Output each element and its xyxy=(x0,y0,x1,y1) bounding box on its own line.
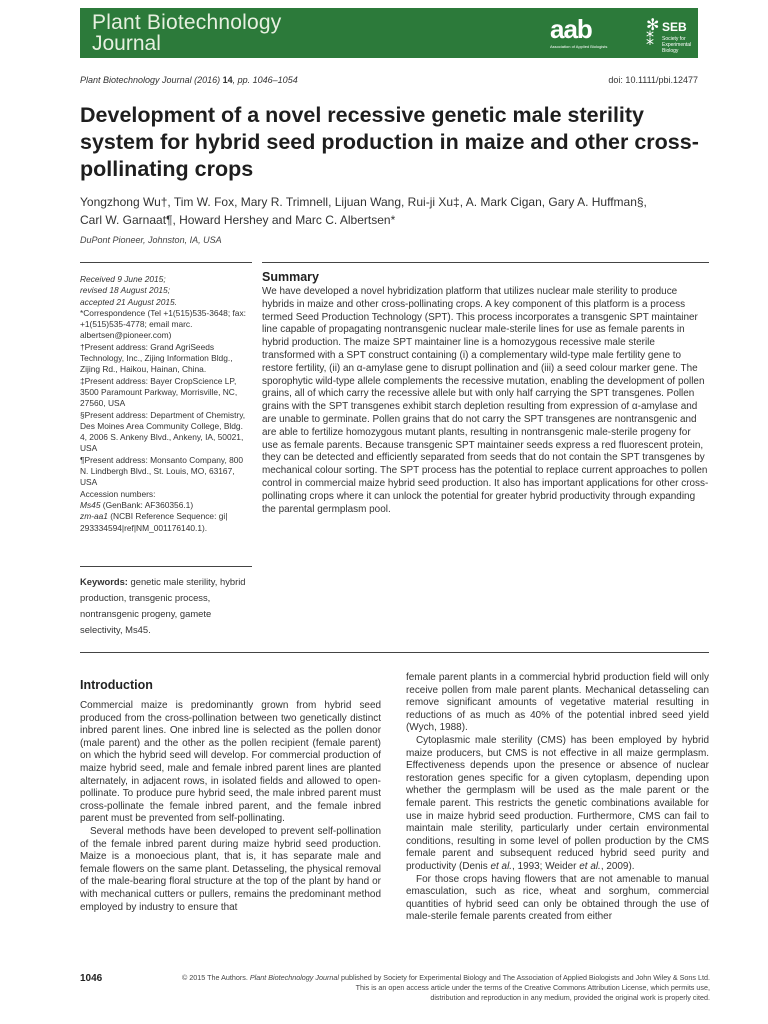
accession-1: Ms45 (GenBank: AF360356.1) xyxy=(80,499,194,510)
sidebar-divider-middle xyxy=(80,566,252,567)
keywords-label: Keywords: xyxy=(80,576,128,587)
doi[interactable]: doi: 10.1111/pbi.12477 xyxy=(608,75,698,85)
author-list xyxy=(80,193,700,229)
sidebar-divider-top xyxy=(80,262,252,263)
footer-line-1: © 2015 The Authors. Plant Biotechnology Journal published by Society for Experimental Biology and The Association of Applied Biologists and John Wiley & Sons Ltd. xyxy=(181,973,710,982)
journal-name-line1: Plant Biotechnology xyxy=(92,11,282,34)
intro-paragraph-1: Commercial maize is predominantly grown from hybrid seed produced from the cross-pollination between two genetically distinct inbred parent lines. One inbred line is selected as the pollen donor (male parent) and the other as the pollen recipient (female parent) on which the hybrid seed will develop. For commercial production of maize hybrid seed, male and female inbred parent lines are planted alternately, in adjacent rows, in isolated fields and allowed to open-pollinate. To produce pure hybrid seed, the male inbred parent must cross-pollinate the female inbred parent, and the female inbred parent must be prevented from self-pollinating. xyxy=(80,700,381,825)
keywords xyxy=(80,574,255,638)
intro-paragraph-4: Cytoplasmic male sterility (CMS) has been employed by hybrid maize producers, but CMS is not effective in all maize germplasm. Effectiveness depends upon the presence or absence of nuclear restoration genes specific for a given cytoplasm, depending upon whether the germplasm will be used as the male parent or the female parent. This restricts the genetic combinations available for use in maize hybrid seed production. Furthermore, CMS can fail to maintain male sterility, particularly under certain environmental conditions, resulting in some level of pollen production by the CMS female parent and subsequent reduced hybrid seed purity and productivity (Denis et al., 1993; Weider et al., 2009). xyxy=(406,734,709,872)
accession-2: zm-aa1 (NCBI Reference Sequence: gi| 293334594|ref|NM_001176140.1). xyxy=(80,511,228,533)
authors-line-1: Yongzhong Wu†, Tim W. Fox, Mary R. Trimnell, Lijuan Wang, Rui-ji Xu‡, A. Mark Cigan, Gary A. Huffman§, xyxy=(80,195,647,209)
copyright-footer xyxy=(150,973,710,1002)
present-address-2: ‡Present address: Bayer CropScience LP, 3500 Paramount Parkway, Morrisville, NC, 27560, USA xyxy=(80,375,238,409)
intro-paragraph-5: For those crops having flowers that are not amenable to manual emasculation, such as rice, wheat and sorghum, commercial quantities of hybrid seed can only be obtained through the use of male-sterile female parents created from either xyxy=(406,873,709,923)
present-address-3: §Present address: Department of Chemistry, Des Moines Area Community College, Bldg. 4, 2006 S. Ankeny Blvd., Ankeny, IA, 50021, USA xyxy=(80,409,246,454)
body-column-right xyxy=(406,672,709,924)
article-metadata-sidebar xyxy=(80,274,252,534)
footer-line-2: This is an open access article under the terms of the Creative Commons Attribution License, which permits use, xyxy=(355,982,710,992)
keywords-text: genetic male sterility, hybrid production, transgenic process, nontransgenic progeny, gamete selectivity, Ms45. xyxy=(80,576,246,635)
page-number: 1046 xyxy=(80,973,103,984)
revised-date: revised 18 August 2015; xyxy=(80,285,171,296)
journal-banner xyxy=(80,8,698,58)
introduction-heading: Introduction xyxy=(80,678,153,692)
seb-logo-text: SEB xyxy=(662,20,687,34)
footer-line-3: distribution and reproduction in any medium, provided the original work is properly cited. xyxy=(430,992,710,1002)
aab-logo xyxy=(550,16,636,54)
present-address-4: ¶Present address: Monsanto Company, 800 N. Lindbergh Blvd., St. Louis, MO, 63167, USA xyxy=(80,454,244,488)
seb-logo-subtitle: Society for Experimental Biology xyxy=(662,36,692,54)
correspondence: *Correspondence (Tel +1(515)535-3648; fax: +1(515)535-4778; email marc. albertsen@pioneer.com) xyxy=(80,307,246,341)
summary-text: We have developed a novel hybridization platform that utilizes nuclear male sterility to produce hybrids in maize and other cross-pollinating crops. A key component of this platform is a process termed Seed Production Technology (SPT). This process incorporates a transgenic SPT maintainer line capable of propagating nontransgenic nuclear male-sterile lines for use as female parents in hybrid production. The maize SPT maintainer line is a homozygous recessive male sterile transformed with a SPT construct containing (i) a complementary wild-type male fertility gene to restore fertility, (ii) an α-amylase gene to disrupt pollination and (iii) a seed colour marker gene. The sporophytic wild-type allele complements the recessive mutation, enabling the development of pollen grains, all of which carry the recessive allele but with only half carrying the SPT transgenes. Pollen grains with the SPT transgenes exhibit starch depletion resulting from expression of α-amylase and are unable to germinate. Pollen grains that do not carry the SPT transgenes are nontransgenic and are able to fertilize homozygous mutant plants, resulting in nontransgenic male-sterile progeny for use as female parents. Because transgenic SPT maintainer seeds express a red fluorescent protein, they can be detected and efficiently separated from seeds that do not contain the SPT transgenes by mechanical colour sorting. The SPT process has the potential to replace current approaches to pollen control in commercial maize hybrid seed production. It also has important applications for other cross-pollinating crops where it can unlock the potential for greater hybrid productivity through expanding the parental germplasm pool. xyxy=(262,286,709,515)
aab-logo-subtitle: Association of Applied Biologists xyxy=(550,44,608,49)
intro-paragraph-2: Several methods have been developed to prevent self-pollination of the female inbred parent during maize hybrid seed production. Maize is a monoecious plant, that is, it has separate male and female flowers on the same plant. Detasseling, the physical removal of the male-bearing floral structure at the top of the plant by hand or with mechanical cutters or pullers, remains the predominant method employed by industry to ensure that xyxy=(80,825,381,913)
seb-logo xyxy=(646,16,696,54)
authors-line-2: Carl W. Garnaat¶, Howard Hershey and Marc C. Albertsen* xyxy=(80,213,396,227)
body-column-left xyxy=(80,700,381,914)
summary-divider-top xyxy=(262,262,709,263)
accepted-date: accepted 21 August 2015. xyxy=(80,296,178,307)
aab-logo-mark: aab xyxy=(550,14,592,44)
affiliation: DuPont Pioneer, Johnston, IA, USA xyxy=(80,235,222,245)
citation-info: Plant Biotechnology Journal (2016) 14, pp. 1046–1054 xyxy=(80,75,298,85)
summary-heading: Summary xyxy=(262,270,319,284)
section-divider xyxy=(80,652,709,653)
received-date: Received 9 June 2015; xyxy=(80,274,166,284)
seb-logo-icon: ✻ ⁑ xyxy=(646,17,660,49)
accession-label: Accession numbers: xyxy=(80,488,156,499)
present-address-1: †Present address: Grand AgriSeeds Technology, Inc., Zijing Information Bldg., Zijing Rd., Haikou, Hainan, China. xyxy=(80,341,233,375)
article-title: Development of a novel recessive genetic male sterility system for hybrid seed production in maize and other cross-pollinating crops xyxy=(80,103,699,181)
intro-paragraph-3: female parent plants in a commercial hybrid production field will only receive pollen from male parent plants. Mechanical detasseling can remove significant amounts of vegetative material resulting in reductions of as much as 40% of the potential inbred seed yield (Wych, 1988). xyxy=(406,672,709,734)
journal-name-line2: Journal xyxy=(92,32,161,55)
